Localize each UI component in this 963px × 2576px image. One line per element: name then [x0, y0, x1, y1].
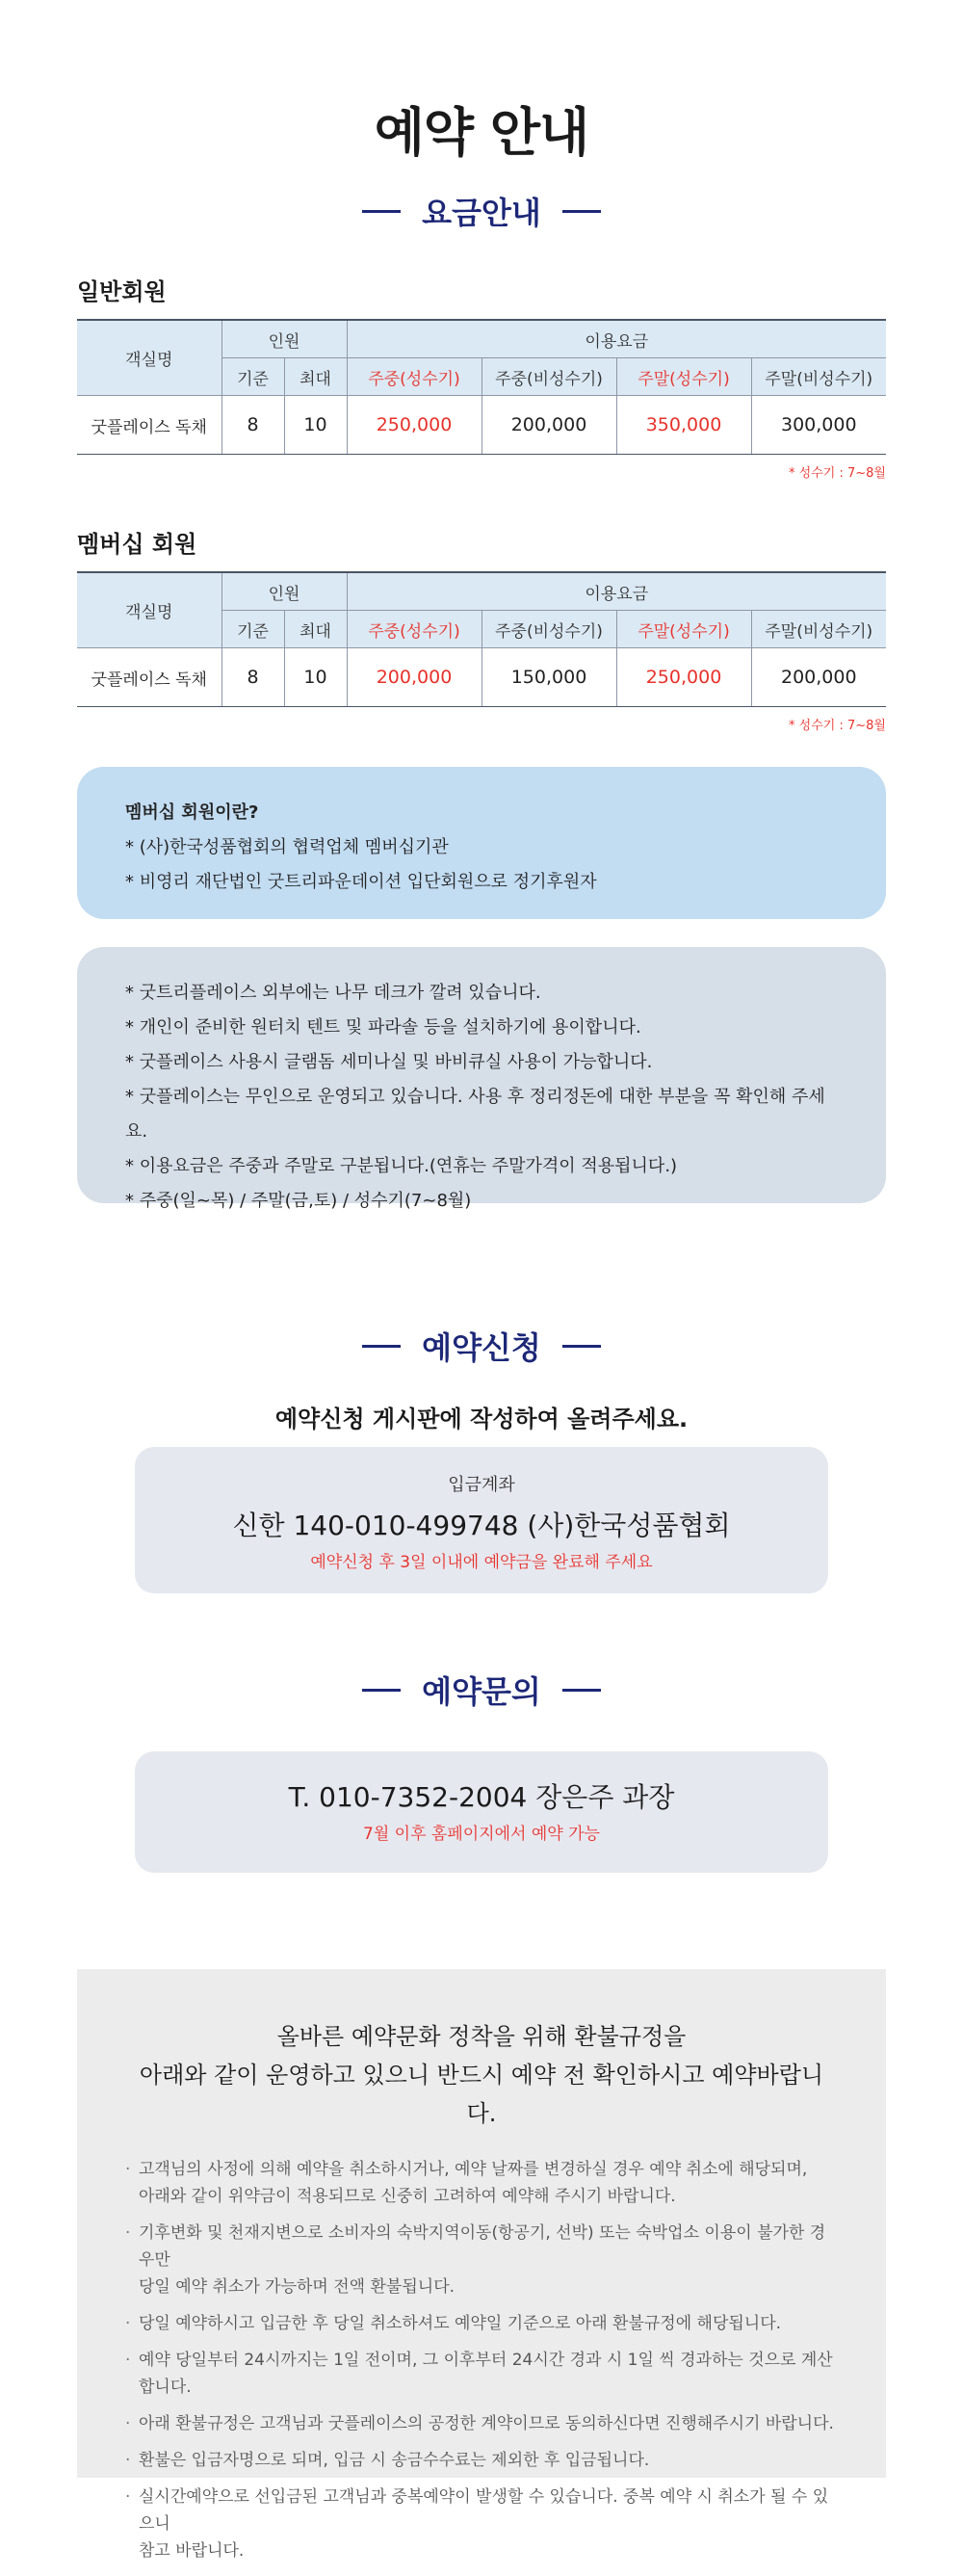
refund-heading-line: 올바른 예약문화 정착을 위해 환불규정을 [276, 2023, 687, 2050]
inquiry-section-title: 예약문의 [422, 1673, 541, 1710]
membership-info-line: * (사)한국성품협회의 협력업체 멤버십기관 [125, 837, 449, 857]
heading-line-left [362, 1689, 401, 1692]
header-weekday-peak: 주중(성수기) [347, 611, 482, 648]
refund-item: · 고객님의 사정에 의해 예약을 취소하시거나, 예약 날짜를 변경하실 경우 예약 취소에 해당되며, 아래와 같이 위약금이 적용되므로 신중히 고려하여 예약해 주시기 바랍니다. [125, 2156, 838, 2210]
facility-info-line: * 굿플레이스는 무인으로 운영되고 있습니다. 사용 후 정리정돈에 대한 부분을 꼭 확인해 주세요. [125, 1087, 825, 1142]
refund-policy-box [77, 1969, 886, 2561]
page-title: 예약 안내 [374, 102, 589, 163]
header-fee: 이용요금 [347, 572, 886, 611]
heading-line-right [562, 1345, 601, 1348]
cell-weekday-peak: 200,000 [347, 648, 482, 707]
header-weekday-peak: 주중(성수기) [347, 358, 482, 396]
facility-info-line: * 굿트리플레이스 외부에는 나무 데크가 깔려 있습니다. [125, 983, 541, 1003]
general-member-title: 일반회원 [77, 278, 167, 305]
cell-weekday-off: 200,000 [482, 396, 616, 455]
facility-info-line: * 이용요금은 주중과 주말로 구분됩니다.(연휴는 주말가격이 적용됩니다.) [125, 1156, 678, 1176]
cell-room: 굿플레이스 독채 [77, 396, 221, 455]
header-max: 최대 [284, 611, 347, 648]
inquiry-section-heading [0, 1668, 963, 1712]
membership-title: 멤버십 회원 [77, 531, 197, 558]
facility-info-line: * 개인이 준비한 원터치 텐트 및 파라솔 등을 설치하기에 용이합니다. [125, 1017, 641, 1038]
refund-item: · 당일 예약하시고 입금한 후 당일 취소하셔도 예약일 기준으로 아래 환불규정에 해당됩니다. [125, 2310, 838, 2337]
inquiry-box [135, 1751, 828, 1873]
header-fee: 이용요금 [347, 320, 886, 358]
refund-item: · 실시간예약으로 선입금된 고객님과 중복예약이 발생할 수 있습니다. 중복 예약 시 취소가 될 수 있으니 참고 바랍니다. [125, 2484, 838, 2564]
inquiry-note: 7월 이후 홈페이지에서 예약 가능 [363, 1825, 600, 1844]
cell-std: 8 [221, 648, 284, 707]
cell-weekday-peak: 250,000 [347, 396, 482, 455]
cell-weekday-off: 150,000 [482, 648, 616, 707]
membership-info-title: 멤버십 회원이란? [125, 802, 259, 823]
header-weekend-peak: 주말(성수기) [616, 358, 751, 396]
header-room: 객실명 [77, 572, 221, 648]
rate-section-heading [0, 189, 963, 233]
refund-item: · 아래 환불규정은 고객님과 굿플레이스의 공정한 계약이므로 동의하신다면 진행해주시기 바랍니다. [125, 2410, 838, 2437]
header-max: 최대 [284, 358, 347, 396]
heading-line-left [362, 210, 401, 213]
inquiry-phone: T. 010-7352-2004 장은주 과장 [288, 1781, 675, 1813]
cell-std: 8 [221, 396, 284, 455]
cell-weekend-peak: 350,000 [616, 396, 751, 455]
refund-item: · 환불은 입금자명으로 되며, 입금 시 송금수수료는 제외한 후 입금됩니다. [125, 2447, 838, 2474]
apply-section-title: 예약신청 [422, 1329, 541, 1366]
general-rate-table [77, 319, 886, 455]
header-std: 기준 [221, 611, 284, 648]
peak-season-note: * 성수기 : 7~8월 [789, 719, 886, 733]
heading-line-left [362, 1345, 401, 1348]
table-row [77, 648, 886, 707]
facility-info-line: * 굿플레이스 사용시 글램돔 세미나실 및 바비큐실 사용이 가능합니다. [125, 1052, 653, 1072]
cell-max: 10 [284, 396, 347, 455]
cell-max: 10 [284, 648, 347, 707]
rate-section-title: 요금안내 [422, 195, 541, 231]
header-std: 기준 [221, 358, 284, 396]
cell-weekend-off: 200,000 [751, 648, 886, 707]
account-note: 예약신청 후 3일 이내에 예약금을 완료해 주세요 [310, 1553, 653, 1572]
membership-info-box [77, 767, 886, 919]
header-weekend-off: 주말(비성수기) [751, 358, 886, 396]
cell-weekend-off: 300,000 [751, 396, 886, 455]
refund-policy-heading [125, 2017, 838, 2133]
header-capacity: 인원 [221, 572, 347, 611]
table-row [77, 396, 886, 455]
facility-info-box [77, 947, 886, 1211]
heading-line-right [562, 210, 601, 213]
account-number: 신한 140-010-499748 (사)한국성품협회 [232, 1510, 731, 1541]
header-weekday-off: 주중(비성수기) [482, 611, 616, 648]
refund-item: · 기후변화 및 천재지변으로 소비자의 숙박지역이동(항공기, 선박) 또는 숙박업소 이용이 불가한 경우만 당일 예약 취소가 가능하며 전액 환불됩니다. [125, 2220, 838, 2300]
apply-subtitle: 예약신청 게시판에 작성하여 올려주세요. [274, 1406, 689, 1433]
membership-rate-table [77, 571, 886, 707]
facility-info-line: * 주중(일~목) / 주말(금,토) / 성수기(7~8월) [125, 1191, 472, 1211]
refund-item: · 예약 당일부터 24시까지는 1일 전이며, 그 이후부터 24시간 경과 시 1일 씩 경과하는 것으로 계산합니다. [125, 2347, 838, 2401]
membership-info-line: * 비영리 재단법인 굿트리파운데이션 입단회원으로 정기후원자 [125, 872, 597, 892]
account-label: 입금계좌 [448, 1475, 515, 1495]
header-weekend-off: 주말(비성수기) [751, 611, 886, 648]
header-capacity: 인원 [221, 320, 347, 358]
header-weekend-peak: 주말(성수기) [616, 611, 751, 648]
heading-line-right [562, 1689, 601, 1692]
header-room: 객실명 [77, 320, 221, 396]
refund-heading-line: 아래와 같이 운영하고 있으니 반드시 예약 전 확인하시고 예약바랍니다. [139, 2062, 824, 2127]
peak-season-note: * 성수기 : 7~8월 [789, 466, 886, 481]
cell-room: 굿플레이스 독채 [77, 648, 221, 707]
apply-section-heading [0, 1324, 963, 1368]
header-weekday-off: 주중(비성수기) [482, 358, 616, 396]
cell-weekend-peak: 250,000 [616, 648, 751, 707]
account-box [135, 1447, 828, 1593]
